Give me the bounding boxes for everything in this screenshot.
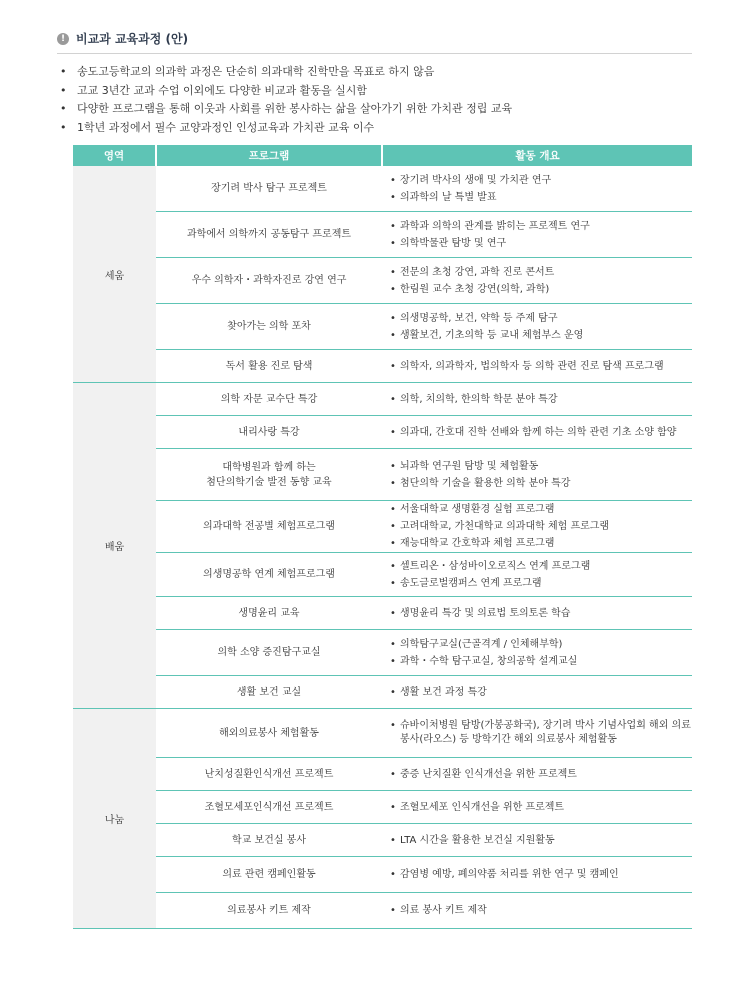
table-row bbox=[73, 416, 692, 449]
program-name: 과학에서 의학까지 공동탐구 프로젝트 bbox=[156, 212, 382, 258]
section-title: 비교과 교육과정 (안) bbox=[76, 32, 189, 46]
program-name: 생활 보건 교실 bbox=[156, 676, 382, 709]
activity-list bbox=[390, 501, 692, 552]
program-name: 찾아가는 의학 포차 bbox=[156, 304, 382, 350]
activity-item: • 재능대학교 간호학과 체험 프로그램 bbox=[390, 535, 692, 552]
program-name: 의생명공학 연계 체험프로그램 bbox=[156, 553, 382, 597]
activity-cell bbox=[382, 791, 692, 824]
intro-bullet: • 다양한 프로그램을 통해 이웃과 사회를 위한 봉사하는 삶을 살아가기 위한 가치관 정립 교육 bbox=[57, 100, 512, 119]
program-name: 독서 활용 진로 탐색 bbox=[156, 350, 382, 383]
table-row bbox=[73, 630, 692, 676]
program-name: 의료 관련 캠페인활동 bbox=[156, 857, 382, 893]
activity-item: • 장기려 박사의 생애 및 가치관 연구 bbox=[390, 172, 692, 189]
table-row bbox=[73, 597, 692, 630]
activity-cell bbox=[382, 383, 692, 416]
header-activities: 활동 개요 bbox=[382, 145, 692, 166]
activity-item: • 의학탐구교실(근골격계 / 인체해부학) bbox=[390, 636, 692, 653]
activity-list bbox=[390, 832, 692, 849]
activity-item: • 감염병 예방, 폐의약품 처리를 위한 연구 및 캠페인 bbox=[390, 866, 692, 883]
activity-list bbox=[390, 424, 692, 441]
activity-cell bbox=[382, 258, 692, 304]
program-name: 학교 보건실 봉사 bbox=[156, 824, 382, 857]
activity-item: • 뇌과학 연구원 탐방 및 체험활동 bbox=[390, 458, 692, 475]
program-name: 의료봉사 키트 제작 bbox=[156, 893, 382, 929]
activity-cell bbox=[382, 449, 692, 501]
activity-list bbox=[390, 172, 692, 206]
activity-item: • 의학박물관 탐방 및 연구 bbox=[390, 235, 692, 252]
table-row bbox=[73, 350, 692, 383]
program-name: 장기려 박사 탐구 프로젝트 bbox=[156, 166, 382, 212]
activity-cell bbox=[382, 709, 692, 758]
activity-cell bbox=[382, 758, 692, 791]
activity-item: • 첨단의학 기술을 활용한 의학 분야 특강 bbox=[390, 475, 692, 492]
activity-item: • 의학자, 의과학자, 법의학자 등 의학 관련 진로 탐색 프로그램 bbox=[390, 358, 692, 375]
activity-cell bbox=[382, 166, 692, 212]
activity-cell bbox=[382, 857, 692, 893]
area-cell: 세움 bbox=[73, 166, 156, 383]
activity-item: • 서울대학교 생명환경 실험 프로그램 bbox=[390, 501, 692, 518]
activity-item: • 한림원 교수 초청 강연(의학, 과학) bbox=[390, 281, 692, 298]
program-name: 생명윤리 교육 bbox=[156, 597, 382, 630]
intro-bullet-list bbox=[57, 63, 512, 137]
activity-item: • 의과학의 날 특별 발표 bbox=[390, 189, 692, 206]
activity-list bbox=[390, 605, 692, 622]
table-row bbox=[73, 212, 692, 258]
table-row bbox=[73, 553, 692, 597]
table-row bbox=[73, 676, 692, 709]
activity-list bbox=[390, 391, 692, 408]
activity-list bbox=[390, 636, 692, 670]
area-cell: 나눔 bbox=[73, 709, 156, 929]
activity-cell bbox=[382, 553, 692, 597]
table-row bbox=[73, 857, 692, 893]
program-name: 내리사랑 특강 bbox=[156, 416, 382, 449]
program-name: 의학 소양 증진탐구교실 bbox=[156, 630, 382, 676]
activity-list bbox=[390, 358, 692, 375]
activity-list bbox=[390, 799, 692, 816]
table-row bbox=[73, 166, 692, 212]
activity-item: • 송도글로벌캠퍼스 연계 프로그램 bbox=[390, 575, 692, 592]
intro-bullet: • 고교 3년간 교과 수업 이외에도 다양한 비교과 활동을 실시함 bbox=[57, 82, 512, 101]
table-row bbox=[73, 824, 692, 857]
activity-item: • 생명윤리 특강 및 의료법 토의토론 학습 bbox=[390, 605, 692, 622]
activity-cell bbox=[382, 630, 692, 676]
program-name: 난치성질환인식개선 프로젝트 bbox=[156, 758, 382, 791]
header-program: 프로그램 bbox=[156, 145, 382, 166]
activity-item: • 생활 보건 과정 특강 bbox=[390, 684, 692, 701]
activity-item: • 의료 봉사 키트 제작 bbox=[390, 902, 692, 919]
activity-item: • 의생명공학, 보건, 약학 등 주제 탐구 bbox=[390, 310, 692, 327]
table-row bbox=[73, 791, 692, 824]
activity-cell bbox=[382, 893, 692, 929]
activity-item: • 의과대, 간호대 진학 선배와 함께 하는 의학 관련 기초 소양 함양 bbox=[390, 424, 692, 441]
activity-item: • 슈바이처병원 탐방(가봉공화국), 장기려 박사 기념사업회 해외 의료봉사(라오스) 등 방학기간 해외 의료봉사 체험활동 bbox=[390, 719, 692, 747]
program-name: 의학 자문 교수단 특강 bbox=[156, 383, 382, 416]
activity-list bbox=[390, 558, 692, 592]
activity-cell bbox=[382, 350, 692, 383]
activity-cell bbox=[382, 597, 692, 630]
activity-list bbox=[390, 458, 692, 492]
exclamation-circle-icon: ! bbox=[57, 33, 69, 45]
activity-list bbox=[390, 902, 692, 919]
table-row bbox=[73, 304, 692, 350]
table-row bbox=[73, 449, 692, 501]
activity-list bbox=[390, 866, 692, 883]
activity-item: • 과학・수학 탐구교실, 창의공학 설계교실 bbox=[390, 653, 692, 670]
activity-cell bbox=[382, 824, 692, 857]
section-header bbox=[57, 30, 188, 47]
program-name: 우수 의학자・과학자진로 강연 연구 bbox=[156, 258, 382, 304]
activity-item: • 과학과 의학의 관계를 밝히는 프로젝트 연구 bbox=[390, 218, 692, 235]
table-body bbox=[73, 166, 692, 929]
activity-cell bbox=[382, 416, 692, 449]
activity-item: • 중증 난치질환 인식개선을 위한 프로젝트 bbox=[390, 766, 692, 783]
activity-item: • 고려대학교, 가천대학교 의과대학 체험 프로그램 bbox=[390, 518, 692, 535]
table-header-row bbox=[73, 145, 692, 166]
activity-cell bbox=[382, 676, 692, 709]
program-name-line: 대학병원과 함께 하는 bbox=[222, 461, 316, 473]
activity-list bbox=[390, 310, 692, 344]
activity-item: • 조혈모세포 인식개선을 위한 프로젝트 bbox=[390, 799, 692, 816]
header-area: 영역 bbox=[73, 145, 156, 166]
activity-list bbox=[390, 218, 692, 252]
table-row bbox=[73, 383, 692, 416]
activity-cell bbox=[382, 304, 692, 350]
activity-list bbox=[390, 264, 692, 298]
activity-cell bbox=[382, 212, 692, 258]
program-name: 해외의료봉사 체험활동 bbox=[156, 709, 382, 758]
activity-list bbox=[390, 684, 692, 701]
intro-bullet: • 송도고등학교의 의과학 과정은 단순히 의과대학 진학만을 목표로 하지 않음 bbox=[57, 63, 512, 82]
program-name: 조혈모세포인식개선 프로젝트 bbox=[156, 791, 382, 824]
table-row bbox=[73, 258, 692, 304]
table-row bbox=[73, 893, 692, 929]
activity-list bbox=[390, 766, 692, 783]
program-name: 의과대학 전공별 체험프로그램 bbox=[156, 501, 382, 553]
table-row bbox=[73, 501, 692, 553]
activity-item: • 셀트리온・삼성바이오로직스 연계 프로그램 bbox=[390, 558, 692, 575]
activity-item: • 전문의 초청 강연, 과학 진로 콘서트 bbox=[390, 264, 692, 281]
activity-list bbox=[390, 719, 692, 747]
activity-cell bbox=[382, 501, 692, 553]
activity-item: • 의학, 치의학, 한의학 학문 분야 특강 bbox=[390, 391, 692, 408]
program-table bbox=[73, 145, 692, 929]
program-name bbox=[156, 449, 382, 501]
activity-item: • 생활보건, 기초의학 등 교내 체험부스 운영 bbox=[390, 327, 692, 344]
area-cell: 배움 bbox=[73, 383, 156, 709]
table-row bbox=[73, 758, 692, 791]
intro-bullet: • 1학년 과정에서 필수 교양과정인 인성교육과 가치관 교육 이수 bbox=[57, 119, 512, 138]
program-name-line: 첨단의학기술 발전 동향 교육 bbox=[206, 476, 332, 488]
activity-item: • LTA 시간을 활용한 보건실 지원활동 bbox=[390, 832, 692, 849]
title-divider bbox=[57, 53, 692, 54]
table-row bbox=[73, 709, 692, 758]
